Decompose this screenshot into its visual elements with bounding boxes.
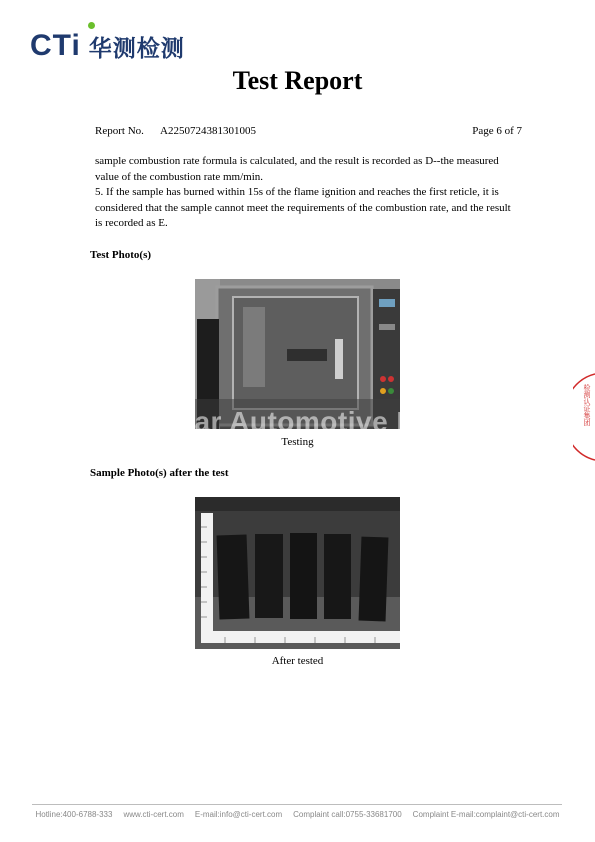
logo-text: CTi	[30, 29, 81, 62]
paragraph-combustion-rate: sample combustion rate formula is calculated, and the result is recorded as D--the measured value of the combustion rate mm/min.	[95, 155, 499, 183]
footer-hotline: Hotline:400-6788-333	[35, 810, 113, 819]
footer-complaint-email: Complaint E-mail:complaint@cti-cert.com	[412, 810, 560, 819]
page-number: Page 6 of 7	[472, 125, 522, 137]
section-heading-sample-photos: Sample Photo(s) after the test	[90, 467, 229, 479]
burned-samples-image	[195, 497, 400, 649]
page-title: Test Report	[232, 66, 363, 95]
report-number: A2250724381301005	[160, 125, 256, 137]
report-number-label: Report No.	[95, 125, 144, 137]
svg-text:检测认证集团: 检测认证集团	[583, 384, 591, 426]
sample-photo	[195, 497, 400, 649]
logo-dot-icon	[88, 22, 95, 29]
caption-after-tested: After tested	[271, 655, 324, 667]
footer-email: E-mail:info@cti-cert.com	[194, 810, 283, 819]
paragraph-rule-5: 5. If the sample has burned within 15s of the flame ignition and reaches the first reticle, it is considered that the sample cannot meet the requirements of the combustion rate, and the result is recorded as E.	[95, 186, 511, 229]
company-seal	[573, 372, 595, 462]
footer-complaint-call: Complaint call:0755-33681700	[293, 810, 402, 819]
logo-chinese-text: 华测检测	[88, 35, 185, 62]
watermark: Powerstar Automotive Interiors	[82, 406, 513, 437]
footer-divider	[32, 804, 562, 805]
caption-testing: Testing	[281, 436, 314, 448]
company-logo	[30, 26, 185, 66]
footer	[0, 810, 595, 819]
section-heading-test-photos: Test Photo(s)	[90, 249, 152, 261]
footer-website: www.cti-cert.com	[123, 810, 184, 819]
